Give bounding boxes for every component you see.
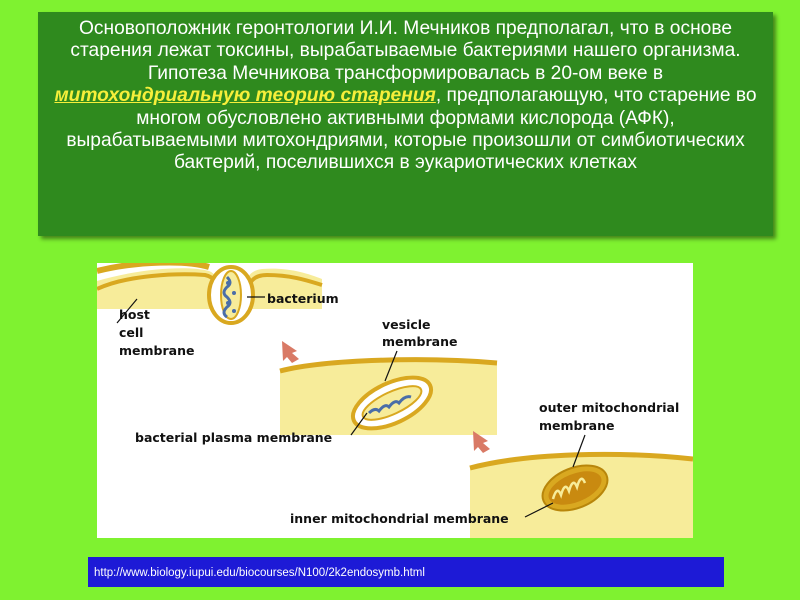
description-text-end: , предполагающую, что старение во многом обусловлено активными формами кислорода (АФК), вырабатываемыми митохондриями, которые произошли от симбиотических бактерий, поселившихся в эукариотических клетках [66, 85, 757, 174]
step-arrow-1 [282, 341, 299, 363]
label-inner-mitochondrial-membrane: inner mitochondrial membrane [290, 511, 509, 526]
endosymbiosis-diagram [97, 263, 693, 538]
description-text: Основоположник геронтологии И.И. Мечников предполагал, что в основе старения лежат токсины, вырабатываемые бактериями нашего организма. Гипотеза Мечникова трансформировалась в 20-ом веке в [70, 18, 741, 84]
description-panel [38, 12, 773, 236]
label-outer-mitochondrial: outer mitochondrial [539, 400, 680, 415]
label-vesicle-membrane: membrane [382, 334, 458, 349]
label-host-membrane: membrane [119, 343, 195, 358]
source-url-link[interactable]: http://www.biology.iupui.edu/biocourses/N100/2k2endosymb.html [94, 567, 425, 579]
label-bacterial-plasma-membrane: bacterial plasma membrane [135, 430, 333, 445]
label-cell: cell [119, 325, 144, 340]
label-outer-mito-membrane: membrane [539, 418, 615, 433]
label-vesicle: vesicle [382, 317, 431, 332]
label-bacterium: bacterium [267, 291, 339, 306]
source-url-bar [88, 557, 724, 587]
vesicle-panel [280, 351, 497, 439]
highlighted-term: митохондриальную теорию старения [54, 85, 436, 107]
label-host: host [119, 307, 150, 322]
